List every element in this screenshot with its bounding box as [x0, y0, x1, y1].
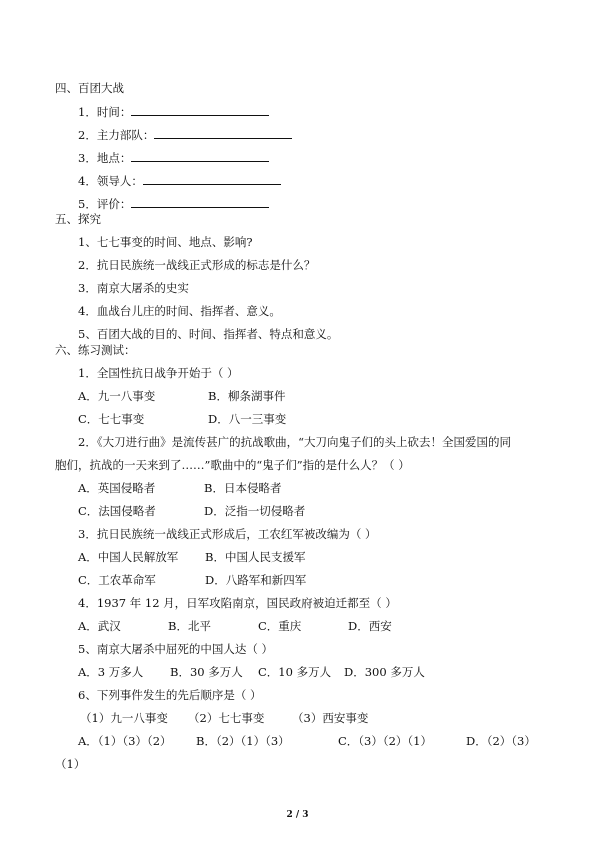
s4-item-force-blank[interactable]	[154, 127, 292, 139]
q3-option-a[interactable]: A．中国人民解放军	[78, 550, 179, 564]
q2-stem-line1: 2．《大刀进行曲》是流传甚广的抗战歌曲，“大刀向鬼子们的头上砍去！全国爱国的同	[78, 435, 511, 449]
q3-stem: 3．抗日民族统一战线正式形成后，工农红军被改编为（ ）	[78, 527, 377, 541]
q6-event-2: （2）七七事变	[188, 711, 265, 725]
s5-item-5: 5、百团大战的目的、时间、指挥者、特点和意义。	[78, 327, 339, 341]
section-5-heading: 五、探究	[55, 212, 101, 226]
q1-option-c[interactable]: C．七七事变	[78, 412, 145, 426]
q2-option-c[interactable]: C．法国侵略者	[78, 504, 156, 518]
q2-option-b[interactable]: B．日本侵略者	[204, 481, 282, 495]
q6-option-d-continued: （1）	[55, 757, 86, 771]
q6-option-c[interactable]: C．（3）（2）（1）	[338, 734, 432, 748]
q1-option-b[interactable]: B．柳条湖事件	[208, 389, 286, 403]
q3-option-c[interactable]: C．工农革命军	[78, 573, 156, 587]
section-6-heading: 六、练习测试：	[55, 343, 136, 357]
q5-stem: 5、南京大屠杀中屈死的中国人达（ ）	[78, 642, 273, 656]
q6-stem: 6、下列事件发生的先后顺序是（ ）	[78, 688, 262, 702]
q6-option-b[interactable]: B．（2）（1）（3）	[196, 734, 290, 748]
q6-event-3: （3）西安事变	[292, 711, 369, 725]
s4-item-evaluation-label: 5．评价：	[78, 197, 132, 211]
s4-item-leader-blank[interactable]	[143, 173, 281, 185]
q3-option-d[interactable]: D．八路军和新四军	[205, 573, 307, 587]
s4-item-place-blank[interactable]	[131, 150, 269, 162]
s4-item-leader-label: 4．领导人：	[78, 174, 143, 188]
q4-option-a[interactable]: A．武汉	[78, 619, 121, 633]
s5-item-2: 2．抗日民族统一战线正式形成的标志是什么？	[78, 258, 316, 272]
s4-item-time-blank[interactable]	[131, 104, 269, 116]
section-4-heading: 四、百团大战	[55, 81, 124, 95]
q5-option-a[interactable]: A．3 万多人	[78, 665, 144, 679]
s4-item-force	[78, 127, 292, 142]
q6-event-1: （1）九一八事变	[80, 711, 168, 725]
q2-option-d[interactable]: D．泛指一切侵略者	[204, 504, 306, 518]
q4-stem: 4．1937 年 12 月，日军攻陷南京，国民政府被迫迁都至（ ）	[78, 596, 397, 610]
q5-option-d[interactable]: D．300 多万人	[344, 665, 425, 679]
q5-option-b[interactable]: B．30 多万人	[170, 665, 243, 679]
q1-stem: 1．全国性抗日战争开始于（ ）	[78, 366, 239, 380]
q1-option-a[interactable]: A．九一八事变	[78, 389, 156, 403]
q1-option-d[interactable]: D．八一三事变	[208, 412, 287, 426]
q2-stem-line2: 胞们，抗战的一天来到了……”歌曲中的“鬼子们”指的是什么人？（ ）	[55, 458, 410, 472]
s4-item-evaluation-blank[interactable]	[131, 196, 269, 208]
s5-item-1: 1、七七事变的时间、地点、影响?	[78, 235, 253, 249]
q4-option-c[interactable]: C．重庆	[258, 619, 302, 633]
q5-option-c[interactable]: C．10 多万人	[258, 665, 332, 679]
s4-item-evaluation	[78, 196, 269, 211]
q2-option-a[interactable]: A．英国侵略者	[78, 481, 156, 495]
s5-item-3: 3．南京大屠杀的史实	[78, 281, 189, 295]
s4-item-time	[78, 104, 269, 119]
s4-item-place-label: 3．地点：	[78, 151, 132, 165]
q4-option-d[interactable]: D．西安	[348, 619, 392, 633]
q6-option-d[interactable]: D．（2）（3）	[466, 734, 536, 748]
s4-item-time-label: 1．时间：	[78, 105, 132, 119]
q4-option-b[interactable]: B．北平	[168, 619, 211, 633]
q6-option-a[interactable]: A．（1）（3）（2）	[78, 734, 172, 748]
s4-item-place	[78, 150, 269, 165]
s4-item-leader	[78, 173, 281, 188]
q3-option-b[interactable]: B．中国人民支援军	[205, 550, 306, 564]
page-number: 2 / 3	[286, 810, 309, 820]
s5-item-4: 4．血战台儿庄的时间、指挥者、意义。	[78, 304, 281, 318]
s4-item-force-label: 2．主力部队：	[78, 128, 155, 142]
